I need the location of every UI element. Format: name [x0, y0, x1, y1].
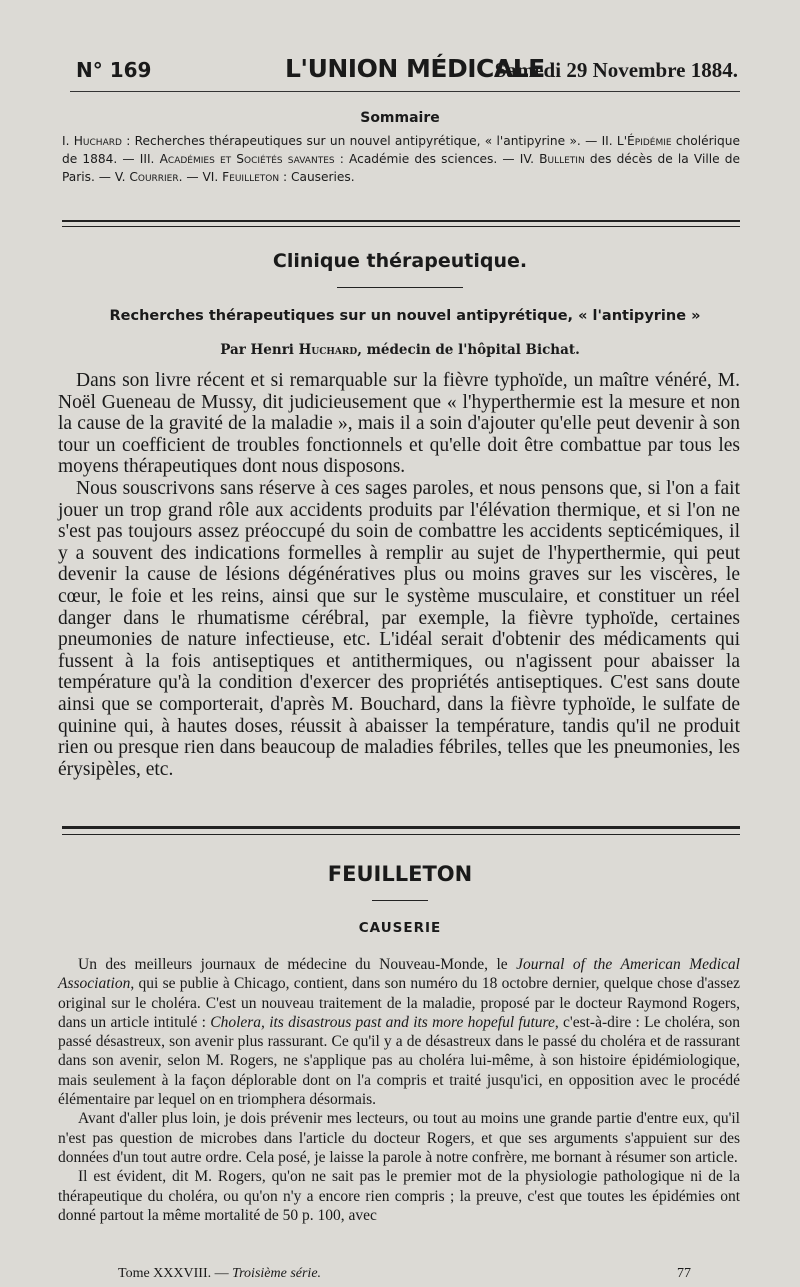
sommaire-divider: [62, 220, 740, 227]
article-body: [58, 370, 740, 780]
sommaire-title: Sommaire: [360, 110, 440, 126]
series-label: Troisième série.: [232, 1266, 322, 1281]
feuilleton-body: [58, 955, 740, 1225]
article-byline: Par Henri Huchard, médecin de l'hôpital Bichat.: [220, 342, 580, 358]
journal-title: L'UNION MÉDICALE: [285, 54, 545, 83]
issue-date: Samedi 29 Novembre 1884.: [494, 58, 738, 82]
article-paragraph: Dans son livre récent et si remarquable sur la fièvre typhoïde, un maître vénéré, M. Noël Gueneau de Mussy, dit judicieusement que « l'hyperthermie est la mesure et non la cause de la gravité de la maladie », mais il a soin d'ajouter qu'elle peut devenir à son tour un coefficient de troubles fonctionnels et qu'elle doit être combattue par tous les moyens thérapeutiques dont nous disposons.: [58, 370, 740, 478]
feuilleton-title: FEUILLETON: [327, 862, 473, 886]
page-number: 77: [677, 1266, 691, 1281]
feuilleton-divider: [62, 826, 740, 835]
feuilleton-paragraph: Avant d'aller plus loin, je dois prévenir mes lecteurs, ou tout au moins une grande partie d'entre eux, qu'il n'est pas question de microbes dans l'article du docteur Rogers, et que ses arguments s'appuient sur des données d'un tout autre ordre. Cela posé, je laisse la parole à notre confrère, me bornant à résumer son article.: [58, 1110, 740, 1166]
title-rule: [337, 287, 463, 288]
article-paragraph: Nous souscrivons sans réserve à ces sages paroles, et nous pensons que, si l'on a fait jouer un trop grand rôle aux accidents produits par l'élévation thermique, et si l'on ne s'est pas toujours assez préoccupé du soin de combattre les accidents septicémiques, il y a souvent des indications formelles à remplir au sujet de l'hyperthermie, qui peut devenir la cause de lésions dégénératives plus ou moins graves sur les viscères, le cœur, le foie et les reins, ainsi que sur le système musculaire, et constituer un réel danger dans le rhumatisme cérébral, par exemple, la fièvre typhoïde, certaines pneumonies de nature infectieuse, etc. L'idéal serait d'obtenir des médicaments qui fussent à la fois antiseptiques et antithermiques, ou n'agissent pour abaisser la température qu'à la condition d'exercer des propriétés antiseptiques. C'est sans doute ainsi que se comporterait, d'après M. Bouchard, dans la fièvre typhoïde, le sulfate de quinine qui, à hautes doses, réussit à abaisser la température, tandis qu'il ne produit rien ou presque rien dans beaucoup de maladies fébriles, telles que les pneumonies, les érysipèles, etc.: [58, 477, 740, 780]
feuilleton-paragraph: Il est évident, dit M. Rogers, qu'on ne sait pas le premier mot de la physiologie pathologique ni de la thérapeutique du choléra, ou qu'on n'y a encore rien compris ; la preuve, c'est que toutes les épidémies ont donné partout la même mortalité de 50 p. 100, avec: [58, 1168, 740, 1224]
page-footer: [0, 1266, 800, 1284]
header-rule: [70, 91, 740, 92]
sommaire-list: I. Huchard : Recherches thérapeutiques sur un nouvel antipyrétique, « l'antipyrine ». — II. L'Épidémie cholérique de 1884. — III. Académies et Sociétés savantes : Académie des sciences. — IV. Bulletin des décès de la Ville de Paris. — V. Courrier. — VI. Feuilleton : Causeries.: [62, 134, 740, 184]
issue-number: N° 169: [76, 58, 152, 82]
page-header: [70, 52, 740, 86]
causerie-subtitle: CAUSERIE: [358, 920, 442, 936]
feuilleton-paragraph: Un des meilleurs journaux de médecine du Nouveau-Monde, le Journal of the American Medical Association, qui se publie à Chicago, contient, dans son numéro du 18 octobre dernier, quelque chose d'assez original sur le choléra. C'est un nouveau traitement de la maladie, proposé par le docteur Raymond Rogers, dans un article intitulé : Cholera, its disastrous past and its more hopeful future, c'est-à-dire : Le choléra, son passé désastreux, son avenir plus rassurant. Ce qu'il y a de désastreux dans le passé du choléra et de rassurant dans son avenir, selon M. Rogers, ne s'applique pas au choléra lui-même, à son histoire épidémiologique, mais seulement à la façon déplorable dont on l'a compris et traité jusqu'ici, en opposition avec le procédé élémentaire par lequel on en triomphera désormais.: [58, 956, 741, 1109]
article-title: Recherches thérapeutiques sur un nouvel antipyrétique, « l'antipyrine »: [109, 308, 701, 324]
volume-label: Tome XXXVIII. —: [118, 1266, 233, 1281]
clinique-section-title: Clinique thérapeutique.: [272, 250, 528, 272]
feuilleton-rule: [372, 900, 428, 901]
